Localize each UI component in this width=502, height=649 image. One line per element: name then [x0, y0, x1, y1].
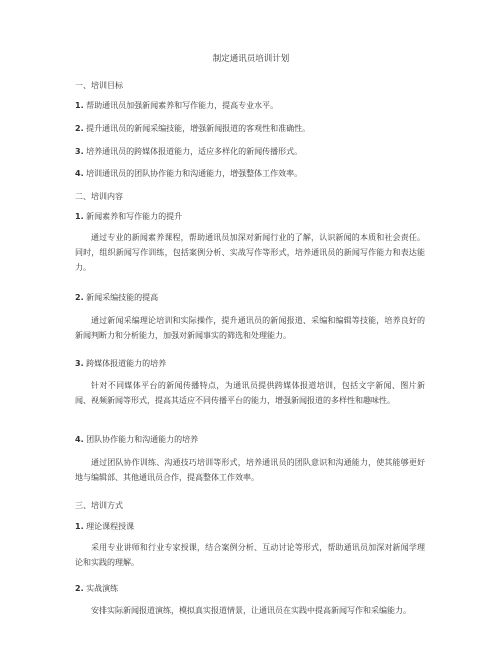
method-item-2-body: 安排实际新闻报道演练，模拟真实报道情景，让通讯员在实践中提高新闻写作和采编能力。 — [91, 606, 411, 615]
section-heading-goals: 一、培训目标 — [75, 81, 123, 90]
goal-item-2: 2. 提升通讯员的新闻采编技能，增强新闻报道的客观性和准确性。 — [75, 124, 311, 133]
method-item-1-title: 1. 理论课程授课 — [75, 522, 135, 531]
content-item-1-body: 通过专业的新闻素养课程，帮助通讯员加深对新闻行业的了解，认识新闻的本质和社会责任。同时，组织新闻写作训练，包括案例分析、实战写作等形式，培养通讯员的新闻写作能力和表达能力。 — [75, 233, 425, 272]
content-item-2-title: 2. 新闻采编技能的提高 — [75, 293, 159, 302]
goal-item-4: 4. 培训通讯员的团队协作能力和沟通能力，增强整体工作效率。 — [75, 169, 303, 178]
content-item-1-title: 1. 新闻素养和写作能力的提升 — [75, 212, 183, 221]
section-heading-content: 二、培训内容 — [75, 192, 123, 201]
document-title: 制定通讯员培训计划 — [212, 54, 290, 64]
content-item-2-body: 通过新闻采编理论培训和实际操作，提升通讯员的新闻报道、采编和编辑等技能，培养良好的新闻判断力和分析能力，加强对新闻事实的筛选和处理能力。 — [75, 316, 425, 340]
goal-item-3: 3. 培养通讯员的跨媒体报道能力，适应多样化的新闻传播形式。 — [75, 147, 303, 156]
method-item-2-title: 2. 实战演练 — [75, 584, 119, 593]
method-item-1-body: 采用专业讲师和行业专家授课，结合案例分析、互动讨论等形式，帮助通讯员加深对新闻学理论和实践的理解。 — [75, 543, 425, 567]
content-item-3-title: 3. 跨媒体报道能力的培养 — [75, 359, 167, 368]
goal-item-1: 1. 帮助通讯员加强新闻素养和写作能力，提高专业水平。 — [75, 101, 279, 110]
content-item-4-title: 4. 团队协作能力和沟通能力的培养 — [75, 435, 199, 444]
section-heading-methods: 三、培训方式 — [75, 501, 123, 510]
content-item-4-body: 通过团队协作训练、沟通技巧培训等形式，培养通讯员的团队意识和沟通能力，使其能够更好地与编辑部、其他通讯员合作，提高整体工作效率。 — [75, 458, 425, 482]
content-item-3-body: 针对不同媒体平台的新闻传播特点，为通讯员提供跨媒体报道培训，包括文字新闻、图片新闻、视频新闻等形式，提高其适应不同传播平台的能力，增强新闻报道的多样性和趣味性。 — [75, 381, 425, 405]
